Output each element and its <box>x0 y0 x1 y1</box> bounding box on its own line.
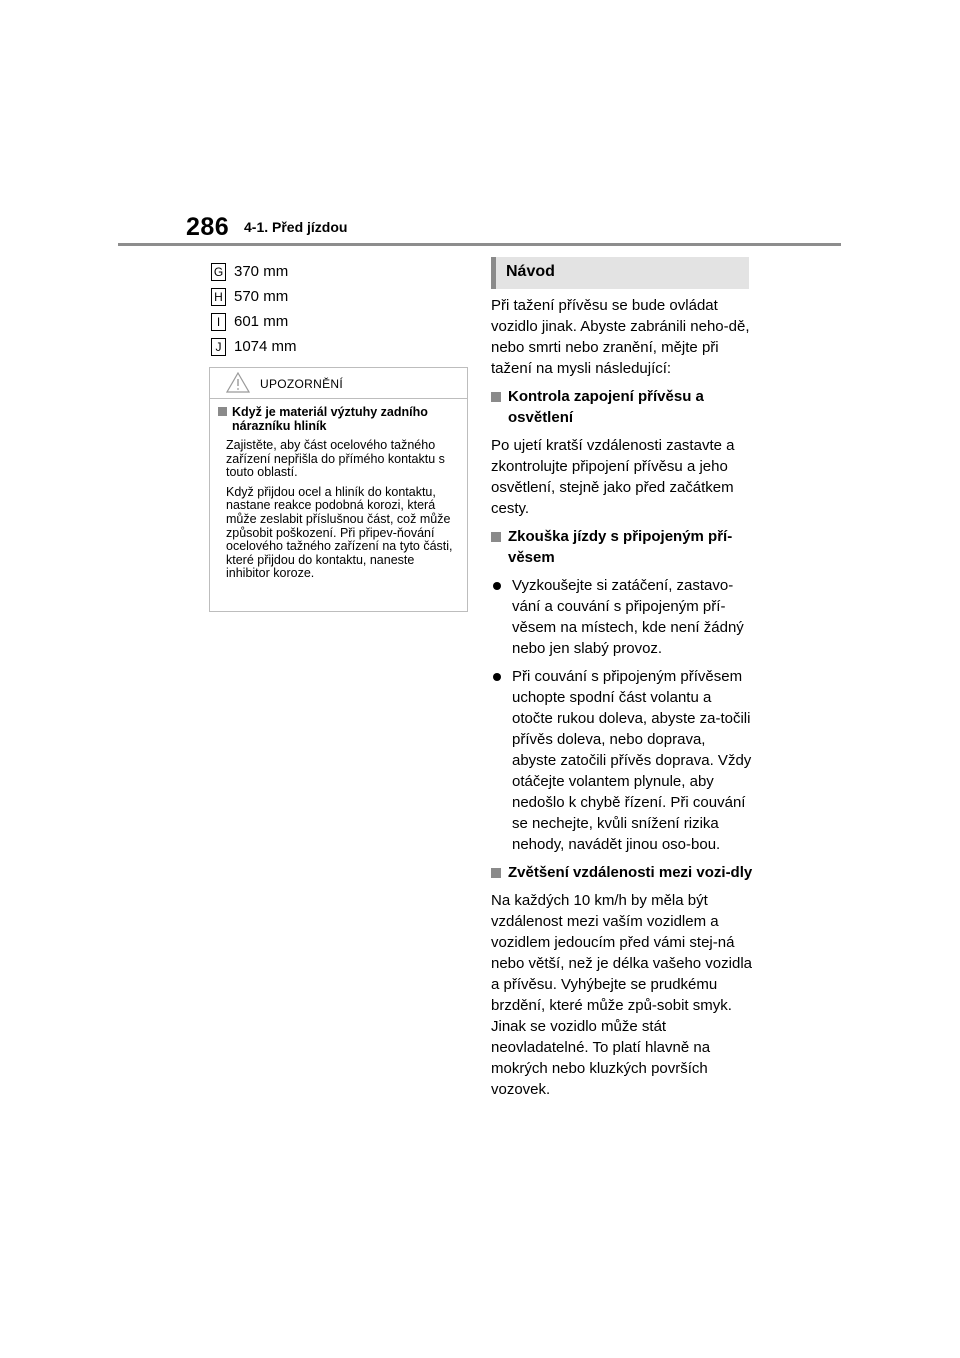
navod-intro: Při tažení přívěsu se bude ovládat vozidlo jinak. Abyste zabránili neho-dě, nebo smrti nebo zranění, mějte při tažení na mysli následující: <box>491 297 750 377</box>
dimension-item <box>211 284 297 309</box>
navod-content <box>491 295 753 1107</box>
subsection-text: Na každých 10 km/h by měla být vzdálenost mezi vaším vozidlem a vozidlem jedoucím před vámi stej-ná nebo větší, než je délka vašeho vozidla a přívěsu. Vyhýbejte se prudkému brzdění, které může způ-sobit smyk. Jinak se vozidlo může stát neovladatelné. To platí hlavně na mokrých nebo kluzkých površích vozovek. <box>491 892 752 1098</box>
warning-triangle-icon <box>226 372 250 393</box>
bullet-item <box>491 575 753 659</box>
square-bullet-icon <box>491 532 501 542</box>
navod-title: Návod <box>506 263 555 280</box>
bullet-dot-icon <box>493 582 501 590</box>
page-number: 286 <box>186 213 230 241</box>
dimension-value: 1074 mm <box>234 338 297 355</box>
warning-paragraph: Zajistěte, aby část ocelového tažného zařízení nepřišla do přímého kontaktu s touto oblastí. <box>226 438 445 480</box>
bullet-item <box>491 666 753 855</box>
subsection-heading-text: Zkouška jízdy s připojeným pří-věsem <box>508 528 733 566</box>
dimension-value: 601 mm <box>234 313 289 330</box>
dimension-label: I <box>211 313 226 331</box>
subsection-heading-text: Kontrola zapojení přívěsu a osvětlení <box>508 388 704 426</box>
subsection-text: Po ujetí kratší vzdálenosti zastavte a zkontrolujte připojení přívěsu a jeho osvětlení, stejně jako před začátkem cesty. <box>491 437 735 517</box>
bullet-text: Při couvání s připojeným přívěsem uchopte spodní část volantu a otočte rukou doleva, abyste za-točili přívěs doleva, nebo doprava, abyste zatočili přívěs doprava. Vždy otáčejte volantem plynule, aby nedošlo k chybě řízení. Při couvání se nechejte, kvůli snížení rizika nehody, navádět jinou oso-bou. <box>512 668 752 853</box>
section-title: 4-1. Před jízdou <box>244 219 348 235</box>
dimension-item <box>211 259 297 284</box>
warning-body <box>210 399 467 581</box>
warning-paragraph: Když přijdou ocel a hliník do kontaktu, nastane reakce podobná korozi, která může zeslabit příslušnou část, což může způsobit poškození. Při připev-ňování ocelového tažného zařízení na tyto části, které přijdou do kontaktu, naneste inhibitor koroze. <box>226 484 453 581</box>
dimension-value: 370 mm <box>234 263 289 280</box>
bullet-dot-icon <box>493 673 501 681</box>
subsection-heading-text: Zvětšení vzdálenosti mezi vozi-dly <box>508 864 753 881</box>
square-bullet-icon <box>491 392 501 402</box>
navod-header <box>491 257 749 289</box>
dimension-list <box>211 259 297 359</box>
dimension-item <box>211 309 297 334</box>
warning-header <box>210 368 467 399</box>
subsection-heading <box>491 526 753 568</box>
header-divider <box>118 243 841 246</box>
square-bullet-icon <box>218 407 227 416</box>
dimension-item <box>211 334 297 359</box>
subsection-heading <box>491 862 753 883</box>
dimension-label: H <box>211 288 226 306</box>
warning-title: UPOZORNĚNÍ <box>260 377 344 391</box>
warning-heading-text: Když je materiál výztuhy zadního nárazníku hliník <box>232 405 428 433</box>
warning-box <box>209 367 468 612</box>
square-bullet-icon <box>491 868 501 878</box>
dimension-label: J <box>211 338 226 356</box>
dimension-value: 570 mm <box>234 288 289 305</box>
warning-heading <box>218 405 459 433</box>
bullet-text: Vyzkoušejte si zatáčení, zastavo-vání a couvání s připojeným pří-věsem na místech, kde není žádný nebo jen slabý provoz. <box>512 577 744 657</box>
subsection-heading <box>491 386 753 428</box>
dimension-label: G <box>211 263 226 281</box>
